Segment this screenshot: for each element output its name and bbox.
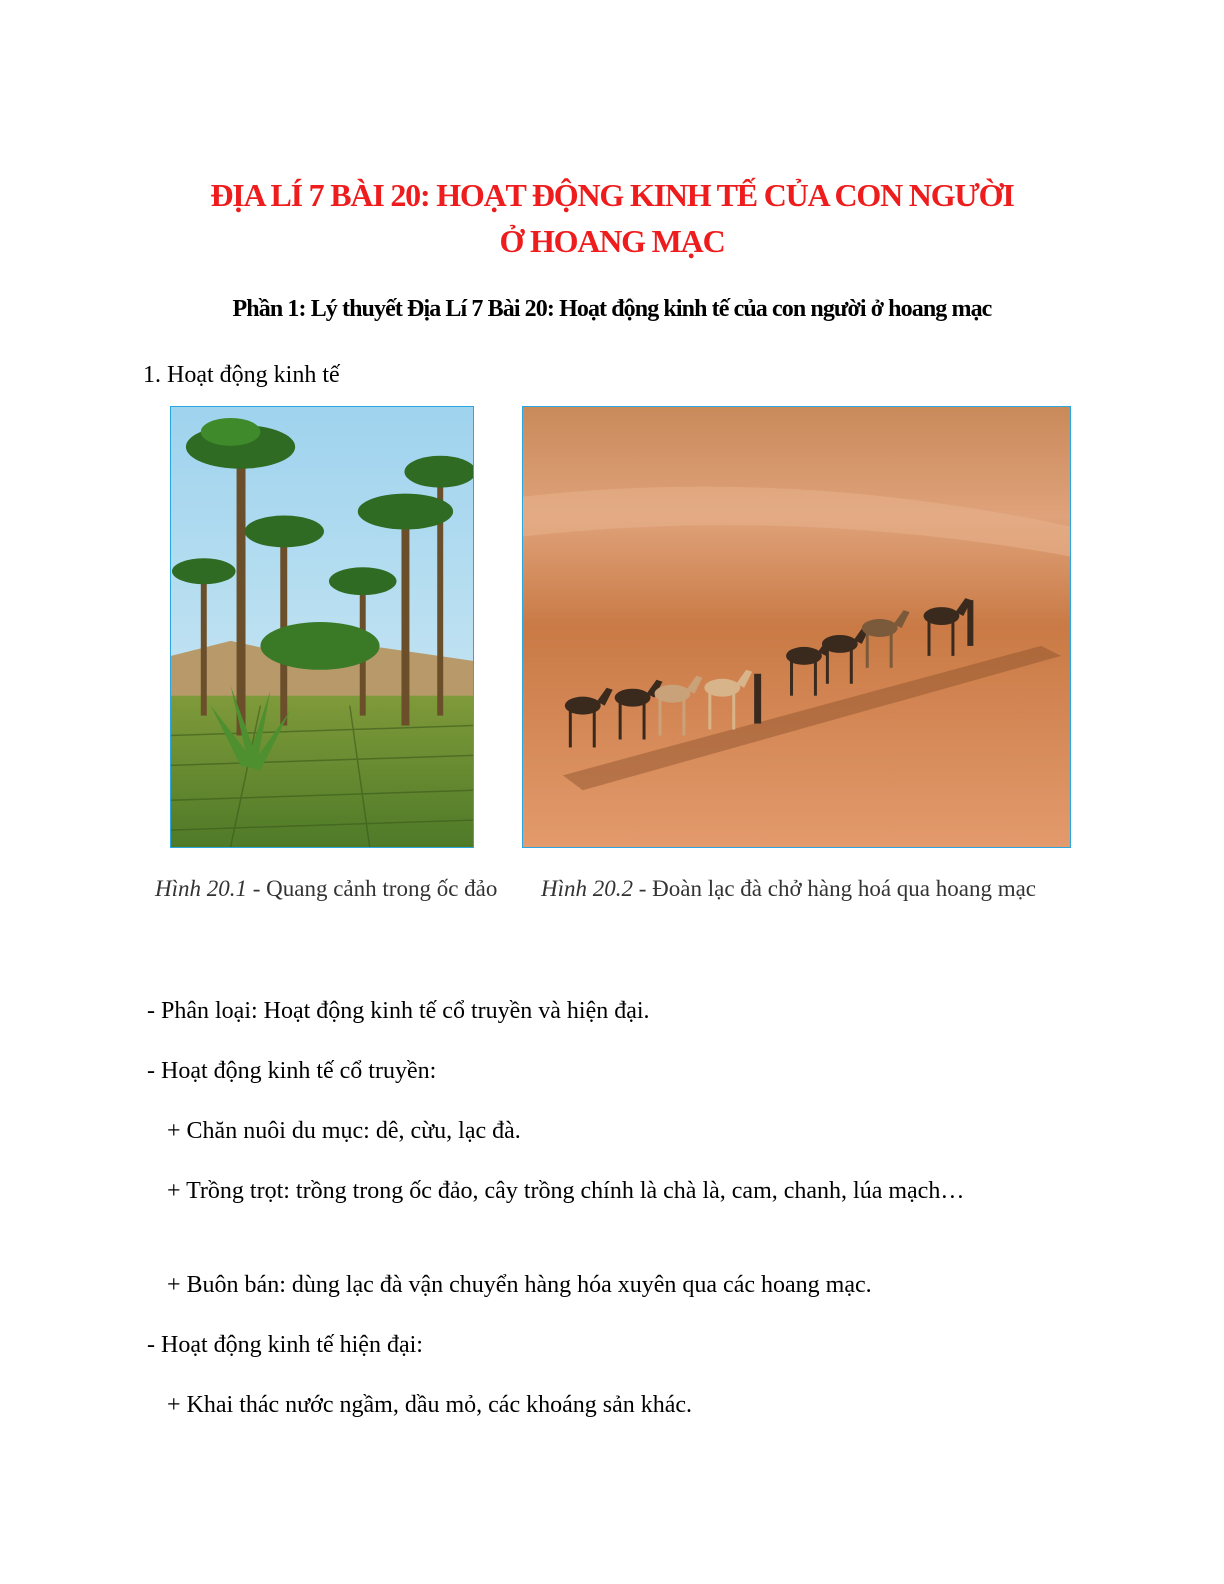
figure-caption-1: [155, 876, 497, 902]
section-heading: 1. Hoạt động kinh tế: [143, 362, 340, 388]
figure-caption-label: Hình 20.2: [541, 876, 633, 901]
oasis-illustration: [171, 407, 473, 847]
page-title: [120, 172, 1104, 264]
title-line-2: Ở HOANG MẠC: [499, 223, 725, 259]
camel-caravan-photo: [522, 406, 1071, 848]
camel-caravan-illustration: [523, 407, 1070, 847]
list-item-mining: + Khai thác nước ngầm, dầu mỏ, các khoáng sản khác.: [167, 1392, 693, 1418]
list-item-farming: + Trồng trọt: trồng trong ốc đảo, cây trồng chính là chà là, cam, chanh, lúa mạch…: [167, 1178, 965, 1204]
figure-caption-2: [541, 876, 1036, 902]
paragraph-traditional-heading: - Hoạt động kinh tế cổ truyền:: [147, 1058, 437, 1084]
title-line-1: ĐỊA LÍ 7 BÀI 20: HOẠT ĐỘNG KINH TẾ CỦA CON NGƯỜI: [210, 177, 1014, 213]
figure-caption-label: Hình 20.1: [155, 876, 247, 901]
figure-caption-text: - Đoàn lạc đà chở hàng hoá qua hoang mạc: [633, 876, 1037, 901]
oasis-photo: [170, 406, 474, 848]
figure-caption-text: - Quang cảnh trong ốc đảo: [247, 876, 498, 901]
list-item-trade: + Buôn bán: dùng lạc đà vận chuyển hàng hóa xuyên qua các hoang mạc.: [167, 1272, 872, 1298]
section-subtitle: Phần 1: Lý thuyết Địa Lí 7 Bài 20: Hoạt động kinh tế của con người ở hoang mạc: [232, 296, 992, 322]
paragraph-modern-heading: - Hoạt động kinh tế hiện đại:: [147, 1332, 423, 1358]
list-item-herding: + Chăn nuôi du mục: dê, cừu, lạc đà.: [167, 1118, 521, 1144]
paragraph-classification: - Phân loại: Hoạt động kinh tế cổ truyền và hiện đại.: [147, 998, 650, 1024]
